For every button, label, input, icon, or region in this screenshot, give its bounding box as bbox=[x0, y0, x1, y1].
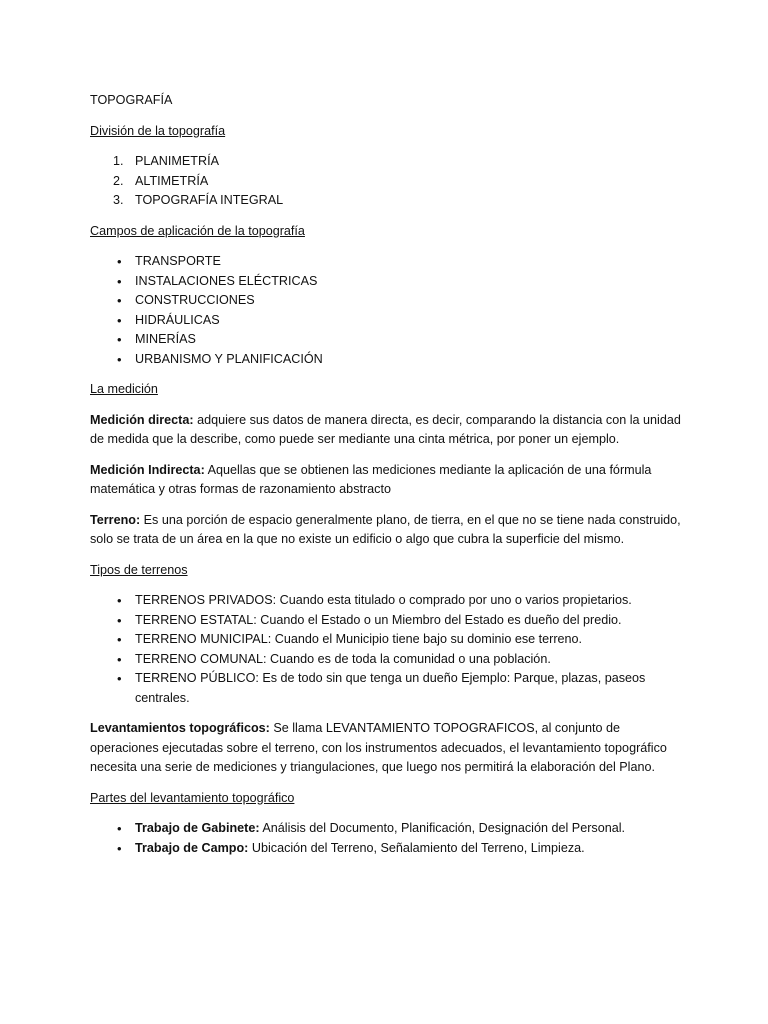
term: TERRENO COMUNAL: bbox=[135, 651, 267, 666]
list-item-text: Análisis del Documento, Planificación, Designación del Personal. bbox=[259, 821, 625, 835]
term: TERRENO MUNICIPAL: bbox=[135, 632, 272, 646]
document-title: TOPOGRAFÍA bbox=[90, 93, 173, 107]
tipos-list bbox=[90, 591, 688, 708]
term: TERRENO ESTATAL: bbox=[135, 612, 257, 627]
campos-list bbox=[90, 252, 688, 369]
list-item: • INSTALACIONES ELÉCTRICAS bbox=[90, 272, 688, 292]
term: TERRENO PÚBLICO: bbox=[135, 671, 259, 685]
list-item bbox=[90, 191, 688, 211]
list-item bbox=[90, 591, 688, 611]
division-list bbox=[90, 152, 688, 211]
partes-heading: Partes del levantamiento topográfico bbox=[90, 790, 295, 805]
list-number: 2. bbox=[113, 173, 124, 188]
levantamientos-paragraph bbox=[90, 719, 688, 778]
list-item bbox=[90, 630, 688, 650]
list-number: 1. bbox=[113, 154, 124, 168]
term: Medición directa: bbox=[90, 412, 194, 427]
definition-text: adquiere sus datos de manera directa, es decir, comparando la distancia con la unidad de medida que la describe, como puede ser mediante una cinta métrica, por poner un ejemplo. bbox=[90, 412, 681, 446]
medicion-directa-paragraph bbox=[90, 411, 688, 450]
list-item-text: PLANIMETRÍA bbox=[135, 154, 219, 168]
medicion-heading: La medición bbox=[90, 382, 158, 396]
partes-list bbox=[90, 819, 688, 858]
list-item-text: Cuando el Estado o un Miembro del Estado es dueño del predio. bbox=[256, 612, 622, 627]
term: Medición Indirecta: bbox=[90, 462, 205, 477]
list-item-text: Es de todo sin que tenga un dueño Ejemplo: Parque, plazas, paseos centrales. bbox=[135, 671, 646, 705]
division-heading: División de la topografía bbox=[90, 123, 226, 138]
definition-text: Se llama LEVANTAMIENTO TOPOGRAFICOS, al conjunto de operaciones ejecutadas sobre el terreno, con los instrumentos adecuados, el levantamiento topográfico necesita una serie de mediciones y triangulaciones, que luego nos permitirá la elaboración del Plano. bbox=[90, 721, 667, 774]
definition-text: Es una porción de espacio generalmente plano, de tierra, en el que no se tiene nada construido, solo se trata de un área en la que no existe un edificio o algo que cubra la superficie del mismo. bbox=[90, 512, 681, 546]
list-item: • URBANISMO Y PLANIFICACIÓN bbox=[90, 350, 688, 370]
term: Trabajo de Gabinete: bbox=[135, 821, 260, 835]
term: TERRENOS PRIVADOS: bbox=[135, 593, 277, 607]
list-item: • CONSTRUCCIONES bbox=[90, 291, 688, 311]
list-item: • TRANSPORTE bbox=[90, 252, 688, 272]
list-number: 3. bbox=[113, 193, 124, 207]
list-item-text: Cuando es de toda la comunidad o una población. bbox=[266, 651, 551, 666]
list-item: • HIDRÁULICAS bbox=[90, 311, 688, 331]
list-item-text: Ubicación del Terreno, Señalamiento del Terreno, Limpieza. bbox=[248, 840, 585, 855]
list-item bbox=[90, 839, 688, 859]
tipos-heading: Tipos de terrenos bbox=[90, 562, 188, 577]
list-item-text: ALTIMETRÍA bbox=[135, 173, 209, 188]
list-item-text: Cuando el Municipio tiene bajo su dominio ese terreno. bbox=[271, 632, 583, 646]
terreno-paragraph bbox=[90, 511, 688, 550]
list-item-text: Cuando esta titulado o comprado por uno o varios propietarios. bbox=[276, 593, 632, 607]
list-item bbox=[90, 152, 688, 172]
list-item: • MINERÍAS bbox=[90, 330, 688, 350]
list-item bbox=[90, 669, 688, 708]
list-item-text: TOPOGRAFÍA INTEGRAL bbox=[135, 193, 284, 207]
campos-heading: Campos de aplicación de la topografía bbox=[90, 223, 305, 238]
list-item bbox=[90, 819, 688, 839]
term: Trabajo de Campo: bbox=[135, 840, 249, 855]
term: Terreno: bbox=[90, 512, 141, 527]
term: Levantamientos topográficos: bbox=[90, 721, 270, 735]
list-item bbox=[90, 611, 688, 631]
definition-text: Aquellas que se obtienen las mediciones mediante la aplicación de una fórmula matemática y otras formas de razonamiento abstracto bbox=[90, 462, 652, 496]
list-item bbox=[90, 650, 688, 670]
medicion-indirecta-paragraph bbox=[90, 461, 688, 500]
list-item bbox=[90, 172, 688, 192]
